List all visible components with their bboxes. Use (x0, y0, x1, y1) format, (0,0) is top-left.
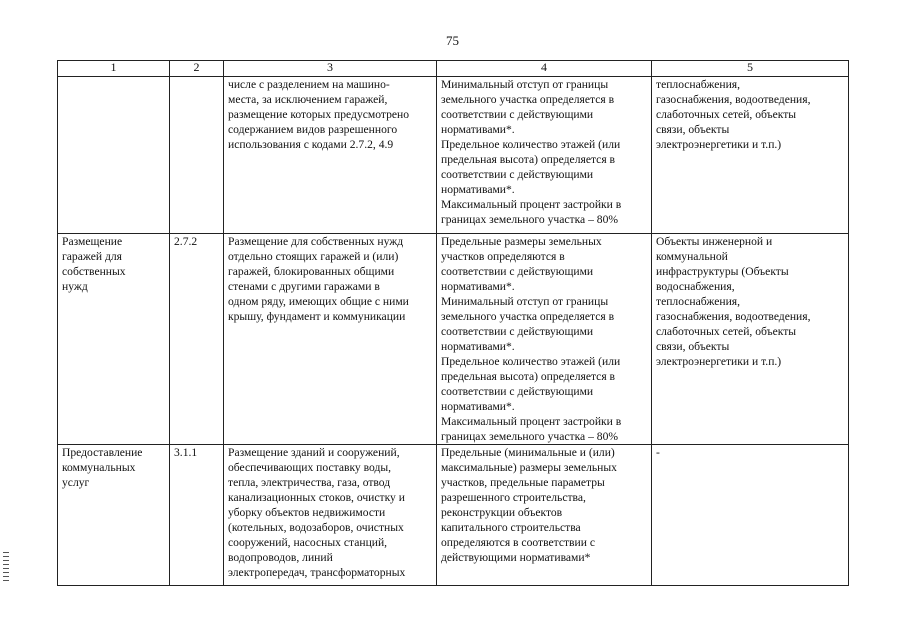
use-description-cell: числе с разделением на машино- места, за исключением гаражей, размещение которых предусмотрено содержанием видов разрешенного использования с кодами 2.7.2, 4.9 (224, 77, 437, 234)
page-number: 75 (446, 33, 459, 48)
parameters-cell: Предельные (минимальные и (или) максимальные) размеры земельных участков, предельные параметры разрешенного строительства, реконструкции объектов капитального строительства определяются в соответствии с действующими нормативами* (437, 445, 652, 586)
table-row (58, 77, 849, 234)
use-name-cell: Предоставление коммунальных услуг (58, 445, 170, 586)
infrastructure-cell: теплоснабжения, газоснабжения, водоотведения, слаботочных сетей, объекты связи, объекты электроэнергетики и т.п.) (652, 77, 849, 234)
column-header: 3 (224, 61, 437, 77)
parameters-cell: Предельные размеры земельных участков определяются в соответствии с действующими нормативами*. Минимальный отступ от границы земельного участка определяется в соответствии с действующими нормативами*. Предельное количество этажей (или предельная высота) определяется в соответствии с действующими нормативами*. Максимальный процент застройки в границах земельного участка – 80% (437, 234, 652, 445)
use-name-cell (58, 77, 170, 234)
infrastructure-cell: - (652, 445, 849, 586)
column-header: 1 (58, 61, 170, 77)
use-code-cell: 2.7.2 (170, 234, 224, 445)
use-name-cell: Размещение гаражей для собственных нужд (58, 234, 170, 445)
zoning-table (57, 60, 849, 586)
use-description-cell: Размещение для собственных нужд отдельно стоящих гаражей и (или) гаражей, блокированных общими стенами с другими гаражами в одном ряду, имеющих общие с ними крышу, фундамент и коммуникации (224, 234, 437, 445)
infrastructure-cell: Объекты инженерной и коммунальной инфраструктуры (Объекты водоснабжения, теплоснабжения, газоснабжения, водоотведения, слаботочных сетей, объекты связи, объекты электроэнергетики и т.п.) (652, 234, 849, 445)
use-code-cell (170, 77, 224, 234)
column-header: 4 (437, 61, 652, 77)
column-header: 2 (170, 61, 224, 77)
use-description-cell: Размещение зданий и сооружений, обеспечивающих поставку воды, тепла, электричества, газа, отвод канализационных стоков, очистку и уборку объектов недвижимости (котельных, водозаборов, очистных сооружений, насосных станций, водопроводов, линий электропередач, трансформаторных (224, 445, 437, 586)
use-code-cell: 3.1.1 (170, 445, 224, 586)
parameters-cell: Минимальный отступ от границы земельного участка определяется в соответствии с действующими нормативами*. Предельное количество этажей (или предельная высота) определяется в соответствии с действующими нормативами*. Максимальный процент застройки в границах земельного участка – 80% (437, 77, 652, 234)
column-header: 5 (652, 61, 849, 77)
table-row (58, 234, 849, 445)
table-row (58, 445, 849, 586)
scan-margin-mark (3, 552, 9, 592)
table-header-row (58, 61, 849, 77)
